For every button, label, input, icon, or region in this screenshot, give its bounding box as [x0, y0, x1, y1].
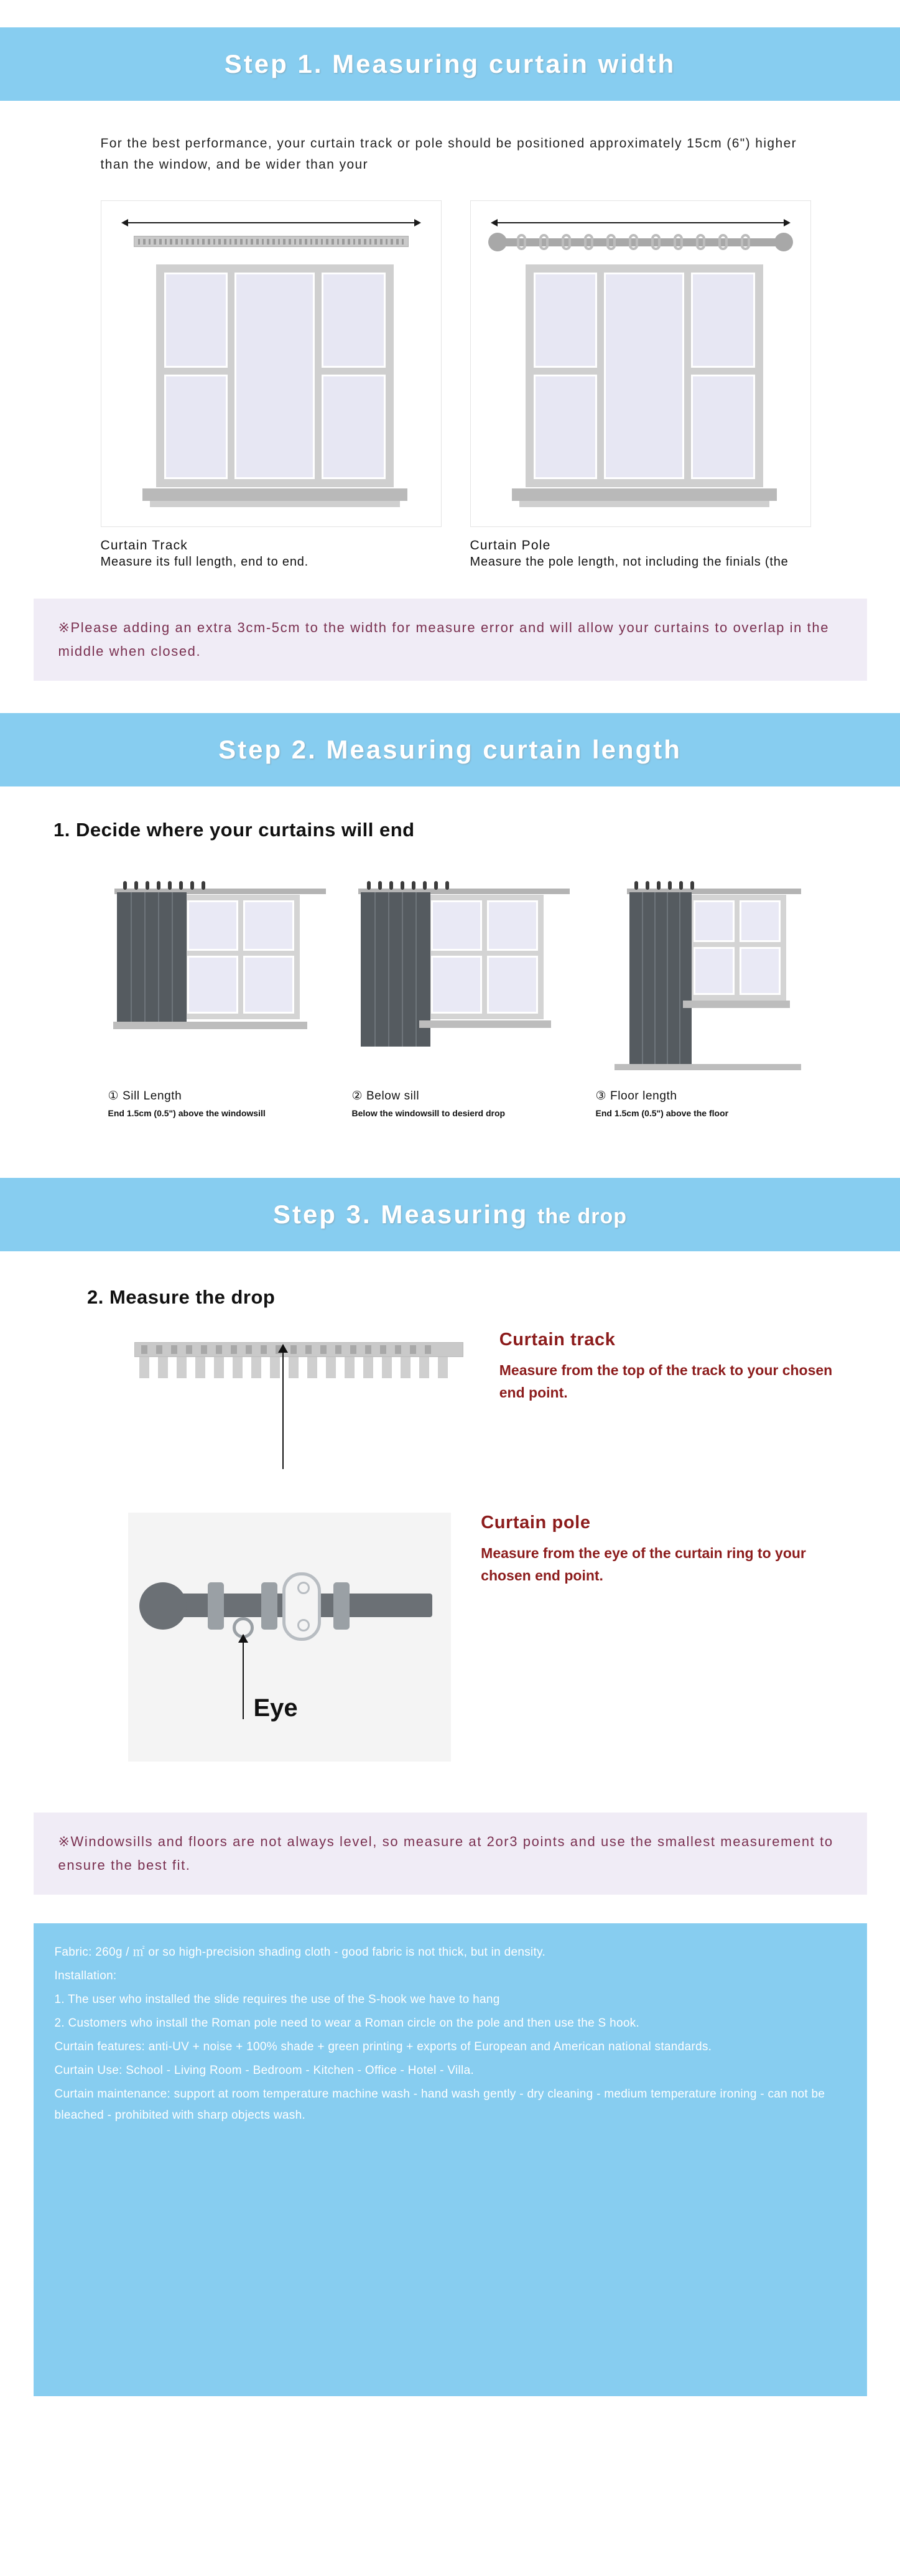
windowsill-graphic	[419, 1020, 551, 1028]
pole-ring-icon	[651, 234, 661, 250]
step2-option-sill	[108, 862, 332, 1118]
hooks-graphic	[367, 881, 449, 890]
step3-banner-main: Step 3. Measuring	[272, 1200, 529, 1229]
windowsill-graphic	[142, 488, 407, 501]
step2-option-floor	[596, 862, 820, 1118]
info-line: Curtain Use: School - Living Room - Bedroom - Kitchen - Office - Hotel - Villa.	[54, 2064, 475, 2077]
step1-figure-row	[90, 200, 811, 571]
curtain-pole-diagram	[470, 200, 811, 527]
track-glider-row	[139, 1357, 448, 1378]
window-graphic	[425, 895, 544, 1019]
step3-track-body: Measure from the top of the track to your chosen end point.	[499, 1362, 833, 1401]
hooks-graphic	[634, 881, 694, 890]
width-arrow-icon	[128, 222, 415, 223]
hooks-graphic	[123, 881, 205, 890]
width-arrow-icon	[497, 222, 784, 223]
step3-banner-sub: the drop	[537, 1205, 628, 1228]
pole-collar-icon	[261, 1582, 277, 1630]
step3-track-row	[58, 1330, 842, 1485]
pole-ring-icon	[562, 234, 571, 250]
step2-option3-label: ③ Floor length	[595, 1090, 677, 1103]
windowsill-graphic	[512, 488, 777, 501]
step3-pole-title: Curtain pole	[481, 1513, 591, 1533]
curtain-panel-graphic	[117, 892, 187, 1022]
step2-banner	[0, 713, 900, 786]
window-graphic	[526, 264, 763, 487]
step2-banner-title: Step 2. Measuring curtain length	[218, 735, 682, 764]
step1-track-title: Curtain Track	[100, 538, 188, 553]
product-info-block	[34, 1923, 867, 2396]
pole-collar-icon	[208, 1582, 224, 1630]
pole-ring-icon	[517, 234, 526, 250]
step3-pole-row	[58, 1513, 842, 1762]
step3-track-title: Curtain track	[499, 1330, 616, 1350]
step1-pole-title: Curtain Pole	[470, 538, 551, 553]
window-graphic	[182, 895, 300, 1019]
info-line: Fabric: 260g / ㎡ or so high-precision shading cloth - good fabric is not thick, but in density.	[54, 1946, 546, 1959]
step3-pole-text	[481, 1513, 842, 1587]
step2-option2-label: ② Below sill	[351, 1090, 420, 1103]
step1-pole-cell	[470, 200, 811, 571]
step2-heading: 1. Decide where your curtains will end	[53, 819, 415, 841]
track-drop-diagram	[128, 1330, 470, 1485]
pole-ring-icon	[584, 234, 593, 250]
pole-ring-icon	[606, 234, 616, 250]
step2-option2-desc: Below the windowsill to desierd drop	[351, 1108, 506, 1118]
step3-heading: 2. Measure the drop	[87, 1286, 276, 1308]
eye-label: Eye	[253, 1694, 298, 1722]
step1-note: ※Please adding an extra 3cm-5cm to the width for measure error and will allow your curtains to overlap in the middle when closed.	[34, 599, 867, 681]
windowsill-lower-graphic	[519, 501, 769, 507]
step3-banner-title	[273, 1200, 627, 1230]
pole-bracket-icon	[282, 1572, 321, 1641]
pole-ring-icon	[718, 234, 728, 250]
pole-ring-icon	[539, 234, 549, 250]
windowsill-lower-graphic	[150, 501, 400, 507]
pole-drop-diagram	[128, 1513, 452, 1762]
track-graphic	[134, 1342, 463, 1357]
step1-banner	[0, 27, 900, 101]
pole-ring-icon	[741, 234, 750, 250]
info-line: Curtain features: anti-UV + noise + 100% shade + green printing + exports of European and American national standards.	[54, 2040, 712, 2053]
track-graphic	[134, 236, 409, 247]
step1-track-body: Measure its full length, end to end.	[100, 555, 309, 569]
step3-banner	[0, 1178, 900, 1251]
info-line: 2. Customers who install the Roman pole need to wear a Roman circle on the pole and then use the S hook.	[54, 2017, 640, 2030]
step2-option3-desc: End 1.5cm (0.5") above the floor	[595, 1108, 729, 1118]
window-graphic	[156, 264, 394, 487]
pole-collar-icon	[333, 1582, 350, 1630]
floor-length-diagram	[596, 862, 820, 1080]
info-line: Installation:	[54, 1969, 117, 1982]
step1-track-cell	[101, 200, 442, 571]
step1-pole-body: Measure the pole length, not including the finials (the	[470, 555, 789, 569]
step1-intro-text: For the best performance, your curtain track or pole should be positioned approximately 15cm (6") higher than the window, and be wider than your	[100, 136, 797, 172]
step2-option-below-sill	[352, 862, 576, 1118]
sill-length-diagram	[108, 862, 332, 1080]
step3-note: ※Windowsills and floors are not always level, so measure at 2or3 points and use the smallest measurement to ensure the best fit.	[34, 1813, 867, 1895]
step3-pole-body: Measure from the eye of the curtain ring to your chosen end point.	[481, 1545, 806, 1584]
infographic-page	[0, 27, 900, 2576]
floor-line-graphic	[615, 1064, 801, 1070]
window-graphic	[688, 895, 786, 1001]
pole-ring-icon	[629, 234, 638, 250]
measure-arrow-up-icon	[243, 1635, 244, 1719]
pole-ring-icon	[696, 234, 705, 250]
pole-finial-icon	[139, 1582, 187, 1630]
step1-banner-title: Step 1. Measuring curtain width	[224, 49, 676, 78]
curtain-panel-graphic	[629, 892, 692, 1064]
pole-ring-icon	[674, 234, 683, 250]
step2-option1-label: ① Sill Length	[108, 1090, 182, 1103]
step3-track-text	[499, 1330, 842, 1404]
below-sill-diagram	[352, 862, 576, 1080]
curtain-track-diagram	[101, 200, 442, 527]
step2-options-row	[71, 862, 830, 1118]
measure-arrow-up-icon	[282, 1345, 284, 1469]
windowsill-graphic	[113, 1022, 307, 1029]
windowsill-graphic	[683, 1001, 790, 1008]
info-line: Curtain maintenance: support at room temperature machine wash - hand wash gently - dry cleaning - medium temperature ironing - can not be bleached - prohibited with sharp objects wash.	[54, 2088, 825, 2122]
info-line: 1. The user who installed the slide requires the use of the S-hook we have to hang	[54, 1993, 500, 2006]
step2-option1-desc: End 1.5cm (0.5") above the windowsill	[108, 1108, 266, 1118]
